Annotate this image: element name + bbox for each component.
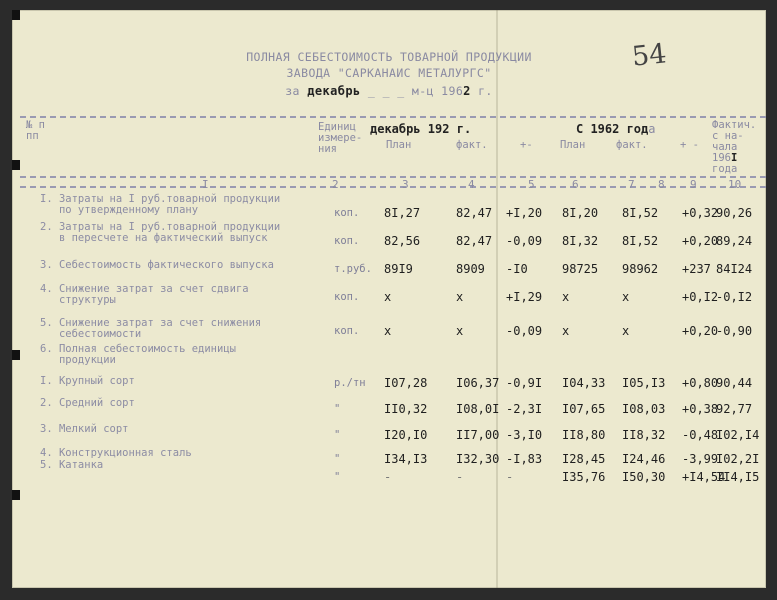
table-cell: 89I9: [384, 262, 413, 276]
table-cell: I07,28: [384, 376, 428, 390]
row-label: 2. Затраты на I руб.товарной продукции в пересчете на фактический выпуск: [40, 221, 281, 244]
column-number: 8: [658, 178, 665, 191]
row-label: 3. Себестоимость фактического выпуска: [40, 259, 274, 271]
column-number: I: [202, 178, 209, 191]
row-label: 2. Средний сорт: [40, 397, 135, 409]
header-year-group: С 1962 года: [576, 122, 656, 136]
row-unit: коп.: [334, 235, 360, 247]
table-cell: 8I,27: [384, 206, 421, 220]
header-fact: факт.: [456, 139, 488, 151]
table-cell: -3,99: [682, 452, 719, 466]
header-number: № п пп: [26, 119, 45, 142]
binding-tab: [12, 10, 20, 20]
row-unit: т.руб.: [334, 263, 372, 275]
header-mid-rule: [20, 176, 766, 178]
document-subtitle: ЗАВОДА "САРКАНАИС МЕТАЛУРГС": [286, 66, 492, 80]
table-cell: -2,3I: [506, 402, 543, 416]
table-cell: 89,24: [716, 234, 753, 248]
table-cell: 8I,52: [622, 234, 659, 248]
table-cell: -: [456, 470, 464, 484]
header-unit: Единиц измере- ния: [318, 121, 363, 155]
table-cell: II0,32: [384, 402, 428, 416]
document-period: за декабрь _ _ _ м-ц 1962 г.: [285, 84, 493, 98]
column-number: 3: [402, 178, 409, 191]
table-cell: +I4,54: [682, 470, 726, 484]
table-cell: I07,65: [562, 402, 606, 416]
row-label: I. Крупный сорт: [40, 375, 135, 387]
table-cell: I24,46: [622, 452, 666, 466]
binding-tab: [12, 160, 20, 170]
header-fact-total: Фактич. с на- чала 196I года: [712, 119, 757, 175]
table-cell: x: [562, 324, 570, 338]
table-cell: 84I24: [716, 262, 753, 276]
column-number: 7: [628, 178, 635, 191]
row-label: 5. Снижение затрат за счет снижения себестоимости: [40, 317, 262, 340]
column-number: 10: [728, 178, 742, 191]
table-cell: x: [562, 290, 570, 304]
table-cell: -0,I2: [716, 290, 753, 304]
table-cell: 82,56: [384, 234, 421, 248]
table-cell: -0,9I: [506, 376, 543, 390]
table-cell: -0,09: [506, 234, 543, 248]
header-bottom-rule: [20, 186, 766, 188]
table-cell: +0,38: [682, 402, 719, 416]
column-number: 5: [528, 178, 535, 191]
table-cell: I20,I0: [384, 428, 428, 442]
table-cell: x: [456, 324, 464, 338]
column-number: 2: [332, 178, 339, 191]
document-sheet: [12, 10, 766, 588]
table-cell: 98962: [622, 262, 659, 276]
row-label: 4. Конструкционная сталь: [40, 447, 192, 459]
table-cell: I34,I3: [384, 452, 428, 466]
table-cell: x: [622, 290, 630, 304]
row-label: 4. Снижение затрат за счет сдвига структуры: [40, 283, 249, 306]
table-cell: I02,2I: [716, 452, 760, 466]
table-cell: 8I,52: [622, 206, 659, 220]
table-cell: 92,77: [716, 402, 753, 416]
table-cell: 82,47: [456, 206, 493, 220]
row-label: I. Затраты на I руб.товарной продукции по утвержденному плану: [40, 193, 281, 216]
table-cell: I32,30: [456, 452, 500, 466]
table-cell: -3,I0: [506, 428, 543, 442]
table-cell: I50,30: [622, 470, 666, 484]
table-cell: +0,80: [682, 376, 719, 390]
table-cell: +0,I2: [682, 290, 719, 304]
table-cell: 8909: [456, 262, 485, 276]
header-month-group: декабрь 192 г.: [370, 122, 472, 136]
row-unit: ": [334, 429, 341, 441]
row-label: 3. Мелкий сорт: [40, 423, 129, 435]
row-unit: р./тн: [334, 377, 366, 389]
column-number: 4: [468, 178, 475, 191]
header-plus-minus: +-: [520, 139, 533, 151]
table-cell: I08,03: [622, 402, 666, 416]
table-cell: I08,0I: [456, 402, 500, 416]
binding-tab: [12, 350, 20, 360]
row-label: 6. Полная себестоимость единицы продукции: [40, 343, 236, 366]
header-plan: План: [386, 139, 412, 151]
column-number: 6: [572, 178, 579, 191]
column-number: 9: [690, 178, 697, 191]
header-plus-minus-year: + -: [680, 139, 699, 151]
table-cell: -I0: [506, 262, 528, 276]
row-unit: ": [334, 403, 341, 415]
table-cell: -: [384, 470, 392, 484]
header-top-rule: [20, 116, 766, 118]
table-cell: II8,80: [562, 428, 606, 442]
row-unit: ": [334, 453, 341, 465]
table-cell: 8I,32: [562, 234, 599, 248]
table-cell: +I,29: [506, 290, 543, 304]
table-cell: 90,44: [716, 376, 753, 390]
table-cell: +0,32: [682, 206, 719, 220]
table-cell: +0,20: [682, 324, 719, 338]
table-cell: I05,I3: [622, 376, 666, 390]
table-cell: II7,00: [456, 428, 500, 442]
table-cell: x: [622, 324, 630, 338]
table-cell: -0,09: [506, 324, 543, 338]
table-cell: -0,90: [716, 324, 753, 338]
handwritten-page-number: 54: [630, 38, 668, 73]
table-cell: +0,20: [682, 234, 719, 248]
table-cell: -I,83: [506, 452, 543, 466]
row-unit: коп.: [334, 207, 360, 219]
table-cell: I35,76: [562, 470, 606, 484]
row-unit: коп.: [334, 291, 360, 303]
header-fact-year: факт.: [616, 139, 648, 151]
binding-tab: [12, 490, 20, 500]
table-cell: II8,32: [622, 428, 666, 442]
table-cell: 90,26: [716, 206, 753, 220]
table-cell: -0,48: [682, 428, 719, 442]
table-cell: I04,33: [562, 376, 606, 390]
row-label: 5. Катанка: [40, 459, 104, 471]
table-cell: 98725: [562, 262, 599, 276]
table-cell: x: [384, 290, 392, 304]
table-cell: x: [384, 324, 392, 338]
table-cell: +I,20: [506, 206, 543, 220]
table-cell: 8I,20: [562, 206, 599, 220]
header-plan-year: План: [560, 139, 586, 151]
table-cell: I06,37: [456, 376, 500, 390]
table-cell: -: [506, 470, 514, 484]
table-cell: x: [456, 290, 464, 304]
table-cell: +237: [682, 262, 711, 276]
table-cell: I28,45: [562, 452, 606, 466]
table-cell: I02,I4: [716, 428, 760, 442]
row-unit: коп.: [334, 325, 360, 337]
table-cell: 82,47: [456, 234, 493, 248]
row-unit: ": [334, 471, 341, 483]
table-cell: II4,I5: [716, 470, 760, 484]
document-title: ПОЛНАЯ СЕБЕСТОИМОСТЬ ТОВАРНОЙ ПРОДУКЦИИ: [246, 50, 532, 64]
